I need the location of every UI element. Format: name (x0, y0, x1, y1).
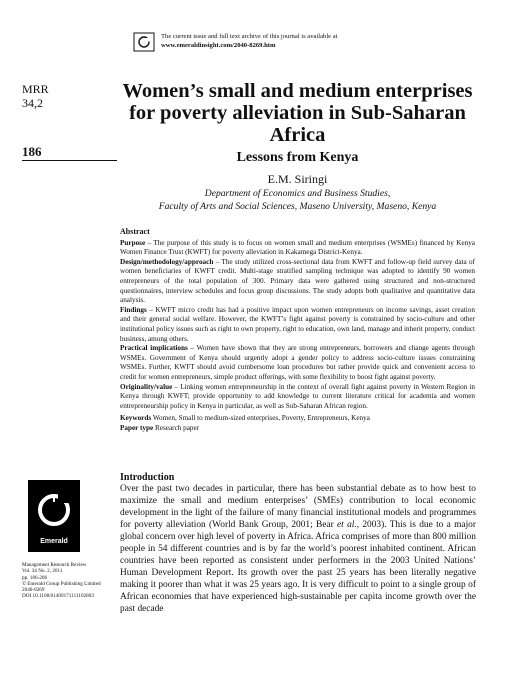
emerald-logo-label: Emerald (40, 538, 68, 545)
article-title: Women’s small and medium enterprises for poverty alleviation in Sub-Saharan Africa (122, 80, 473, 146)
header-line-1: The current issue and full text archive of this journal is available at (161, 33, 338, 40)
journal-abbreviation: MRR (22, 82, 49, 96)
citation-block: Management Research Review Vol. 34 No. 2, 2011 pp. 186-206 © Emerald Group Publishing Limited 2040-8269 DOI 10.1108/01409171111102803 (22, 562, 101, 600)
page-number: 186 (22, 144, 42, 159)
abstract-findings: Findings – KWFT micro credit has had a positive impact upon women entrepreneurs on income savings, asset creation and their general social welfare. However, the KWFT’s fight against poverty is constrained by socio-culture and other institutional policy issues such as right to own property, right to education, own land, manage and inherit property, conduct business, among others. (120, 305, 475, 343)
header-text (161, 32, 338, 50)
author-affiliation (120, 187, 475, 213)
abstract-paper-type: Paper type Research paper (120, 423, 200, 432)
introduction-body: Over the past two decades in particular, there has been substantial debate as to how best to maximize the small and medium enterprises’ (SMEs) contribution to local economic development in the light of the failure of many financial institutional models and programmes for poverty alleviation (World Bank Group, 2001; Bear et al., 2003). This is due to a major global concern over high level of poverty in Africa. Africa comprises of more than 800 million people in 54 different countries and is by far the world’s poorest inhabited continent. African countries have been reported as consistent under performers in the 2003 United Nations’ Human Development Report. Its growth over the past 25 years has been literally negative making it poorer than what it was 25 years ago. It is very difficult to point to a single group of African economies that have experienced high-sustainable per capita income growth over the past decade (120, 484, 476, 614)
volume-issue: 34,2 (22, 96, 43, 110)
introduction-heading: Introduction (120, 472, 175, 483)
journal-availability-notice (133, 30, 393, 54)
abstract-originality: Originality/value – Linking women entrepreneurship in the context of overall fight against poverty in Western Region in Kenya through KWFT; provide opportunity to add knowledge to current literature critical for academia and women entrepreneurship policy in Kenya in particular, as well as Sub-Saharan African region. (120, 382, 475, 410)
page-number-rule (22, 160, 117, 161)
journal-code-block (22, 82, 49, 110)
abstract-practical: Practical implications – Women have shown that they are strong entrepreneurs, borrowers and change agents through WSMEs. Government of Kenya should urgently adopt a gender policy to address socio-culture issues constraining WSMEs. Further, KWFT should avoid cumbersome loan procedures but rather provide quick and convenient access to credit for women entrepreneurs, simple product offerings, with some flexibility to boost fight against poverty. (120, 344, 475, 381)
abstract-purpose: Purpose – The purpose of this study is to focus on women small and medium enterprises (WSMEs) financed by Kenya Women Finance Trust (KWFT) for poverty alleviation in Kakamega District-Kenya. (120, 238, 475, 257)
abstract-keywords: Keywords Women, Small to medium-sized enterprises, Poverty, Entrepreneurs, Kenya (120, 414, 370, 423)
emerald-header-icon (133, 32, 155, 52)
header-url-link[interactable]: www.emeraldinsight.com/2040-8269.htm (161, 42, 276, 49)
abstract-heading: Abstract (120, 227, 150, 236)
author-name: E.M. Siringi (267, 172, 328, 186)
affiliation-line-2: Faculty of Arts and Social Sciences, Maseno University, Maseno, Kenya (158, 201, 437, 212)
affiliation-line-1: Department of Economics and Business Studies, (204, 188, 391, 199)
article-subtitle: Lessons from Kenya (236, 150, 359, 165)
abstract-design: Design/methodology/approach – The study utilized cross-sectional data from KWFT and follow-up field survey data of women beneficiaries of KWFT credit. Multi-stage stratified sampling technique was adopted to identify 90 women entrepreneurs of the total population of 300. Primary data were gathered using structured and non-structured questionnaires, interview schedules and focus group discussions. The study adopts both qualitative and quantitative data analysis. (120, 257, 475, 305)
abstract-section (120, 227, 475, 433)
